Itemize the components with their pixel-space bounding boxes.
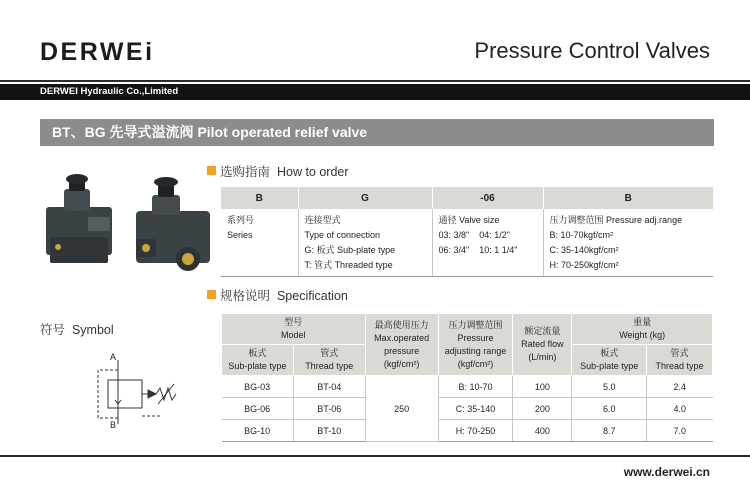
size-cell: 通径 Valve size 03: 3/8" 04: 1/2" 06: 3/4" 10: 1 1/4" — [432, 209, 543, 277]
weight-sub-plate-header: 板式 Sub-plate type — [572, 345, 647, 376]
hydraulic-symbol — [88, 350, 198, 436]
model-header: 型号 Model — [222, 314, 366, 345]
code-connection: G — [298, 187, 432, 209]
thread-header: 管式 Thread type — [293, 345, 365, 376]
connection-cell: 连接型式 Type of connection G: 板式 Sub-plate type T: 管式 Threaded type — [298, 209, 432, 277]
weight-thread-header: 管式 Thread type — [647, 345, 713, 376]
specification-marker — [207, 290, 216, 299]
table-row: BG-03 BT-04 250 B: 10-70 100 5.0 2.4 — [222, 376, 713, 398]
how-to-order-table — [221, 187, 713, 277]
table-row: BG-10 BT-10 H: 70-250 400 8.7 7.0 — [222, 420, 713, 442]
how-to-order-marker — [207, 166, 216, 175]
website-link[interactable]: www.derwei.cn — [623, 465, 710, 479]
table-row: BG-06 BT-06 C: 35-140 200 6.0 4.0 — [222, 398, 713, 420]
max-pressure-value: 250 — [365, 376, 438, 442]
code-size: -06 — [432, 187, 543, 209]
how-to-order-heading: 选购指南 How to order — [220, 165, 349, 179]
header-divider — [0, 80, 750, 82]
symbol-heading: 符号 Symbol — [40, 323, 114, 337]
code-pressure: B — [543, 187, 713, 209]
sub-plate-header: 板式 Sub-plate type — [222, 345, 294, 376]
footer-divider — [0, 455, 750, 457]
section-title: BT、BG 先导式溢流阀 Pilot operated relief valve — [52, 124, 368, 140]
rated-flow-header: 额定流量 Rated flow (L/min) — [513, 314, 572, 376]
page-title: Pressure Control Valves — [474, 38, 710, 63]
max-pressure-header: 最高使用压力 Max.operated pressure (kgf/cm²) — [365, 314, 438, 376]
product-image — [38, 167, 218, 279]
company-name: DERWEI Hydraulic Co.,Limited — [40, 86, 179, 97]
pressure-range-header: 压力调整范围 Pressure adjusting range (kgf/cm²) — [438, 314, 513, 376]
code-series: B — [221, 187, 298, 209]
company-logo: DERWEi — [40, 38, 155, 66]
specification-table — [221, 313, 713, 442]
port-b-label: B — [110, 420, 117, 430]
pressure-cell: 压力调整范围 Pressure adj.range B: 10-70kgf/cm² C: 35-140kgf/cm² H: 70-250kgf/cm² — [543, 209, 713, 277]
specification-heading: 规格说明 Specification — [220, 289, 348, 303]
series-cell: 系列号 Series — [221, 209, 298, 277]
weight-header: 重量 Weight (kg) — [572, 314, 713, 345]
port-a-label: A — [110, 352, 117, 362]
